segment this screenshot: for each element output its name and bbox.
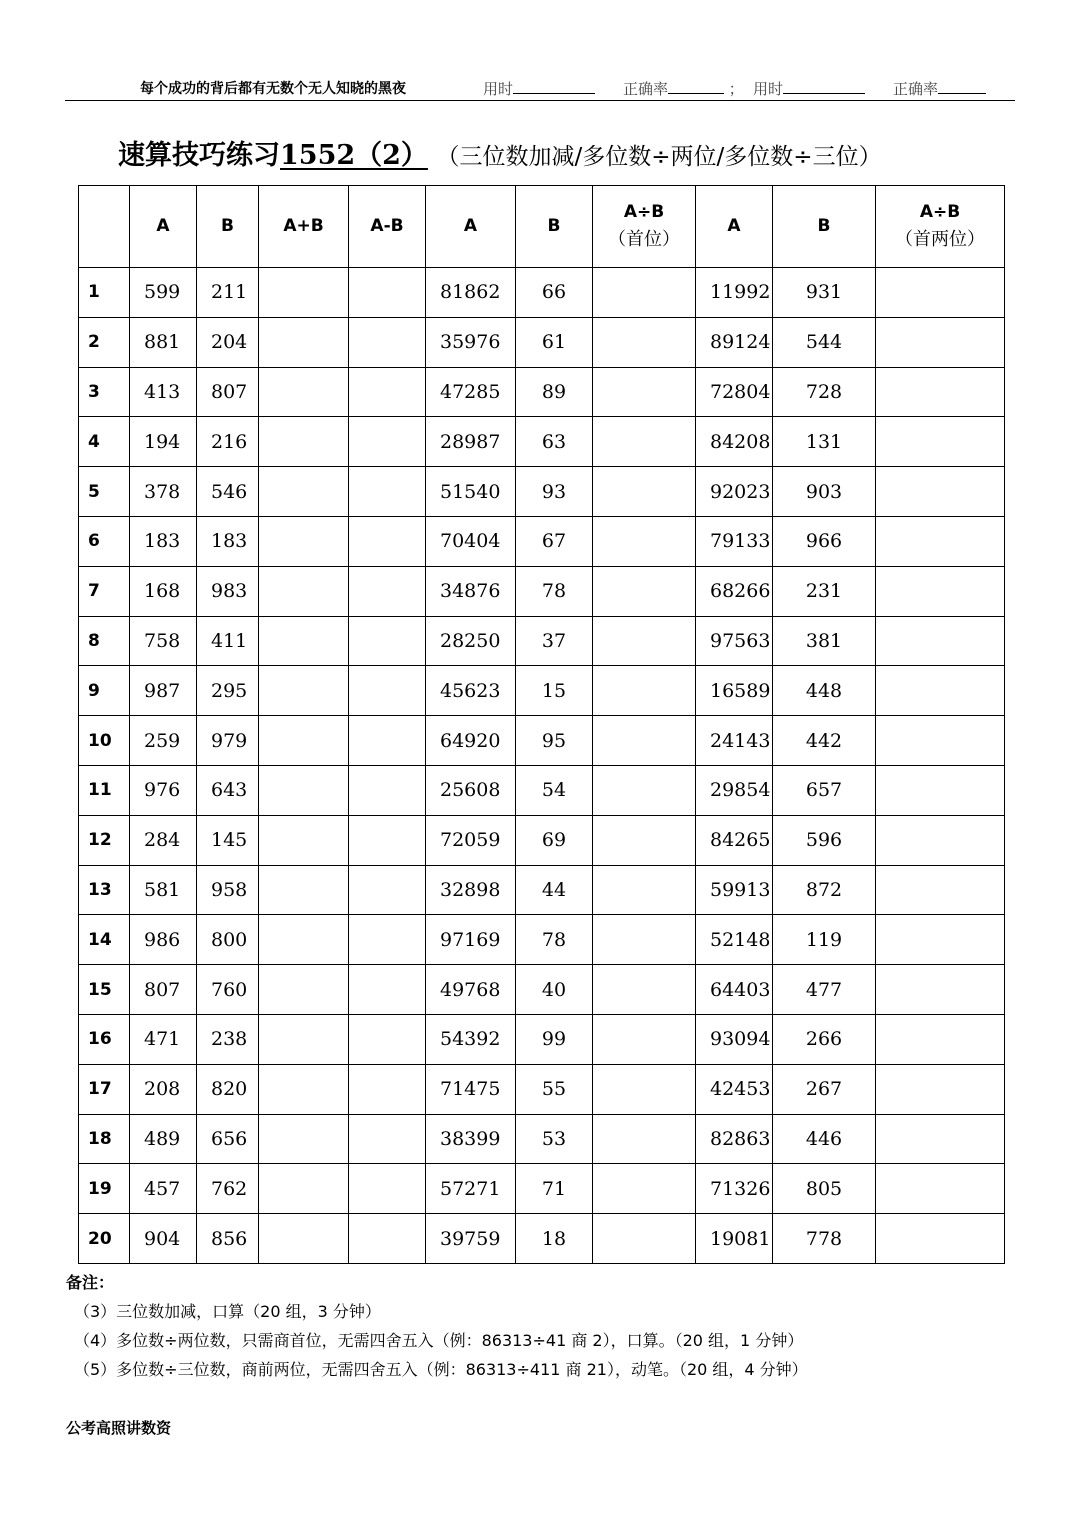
value-a: 59913	[696, 865, 773, 915]
header-sum: A+B	[259, 186, 349, 268]
header-quotient-label: A÷B	[623, 201, 665, 222]
value-b: 800	[197, 915, 259, 965]
value-b: 267	[773, 1064, 876, 1114]
answer-diff[interactable]	[349, 1064, 426, 1114]
row-number: 12	[79, 815, 130, 865]
value-a: 284	[130, 815, 197, 865]
value-a: 599	[130, 268, 197, 318]
value-b: 95	[516, 716, 593, 766]
answer-sum[interactable]	[259, 1114, 349, 1164]
note-item: （4）多位数÷两位数，只需商首位，无需四舍五入（例：86313÷41 商 2），口算。（20 组，1 分钟）	[74, 1331, 804, 1350]
value-a: 471	[130, 1014, 197, 1064]
answer-diff[interactable]	[349, 566, 426, 616]
value-b: 820	[197, 1064, 259, 1114]
answer-quotient[interactable]	[876, 1014, 1005, 1064]
time-field-1	[483, 78, 595, 99]
table-row	[79, 716, 1005, 766]
header-b: B	[773, 186, 876, 268]
table-row	[79, 516, 1005, 566]
header-diff: A-B	[349, 186, 426, 268]
value-b: 54	[516, 765, 593, 815]
time-blank[interactable]	[513, 79, 595, 94]
table-row	[79, 566, 1005, 616]
accuracy-field-2	[893, 78, 986, 99]
header-quotient-first-two	[876, 186, 1005, 268]
answer-sum[interactable]	[259, 1014, 349, 1064]
row-number: 8	[79, 616, 130, 666]
value-b: 411	[197, 616, 259, 666]
value-a: 489	[130, 1114, 197, 1164]
header-quotient-note: （首两位）	[895, 228, 985, 250]
value-a: 807	[130, 965, 197, 1015]
table-header-row	[79, 186, 1005, 268]
answer-quotient[interactable]	[876, 317, 1005, 367]
answer-diff[interactable]	[349, 915, 426, 965]
value-b: 67	[516, 516, 593, 566]
value-a: 183	[130, 516, 197, 566]
value-a: 259	[130, 716, 197, 766]
notes-section	[66, 1268, 808, 1384]
accuracy-blank[interactable]	[938, 79, 986, 94]
answer-quotient[interactable]	[876, 516, 1005, 566]
answer-quotient[interactable]	[876, 965, 1005, 1015]
answer-quotient[interactable]	[593, 467, 696, 517]
value-b: 856	[197, 1214, 259, 1264]
value-a: 28250	[426, 616, 516, 666]
answer-quotient[interactable]	[876, 367, 1005, 417]
answer-quotient[interactable]	[593, 268, 696, 318]
row-number: 6	[79, 516, 130, 566]
value-b: 71	[516, 1164, 593, 1214]
answer-sum[interactable]	[259, 666, 349, 716]
value-b: 66	[516, 268, 593, 318]
value-a: 11992	[696, 268, 773, 318]
value-a: 54392	[426, 1014, 516, 1064]
value-a: 24143	[696, 716, 773, 766]
value-b: 477	[773, 965, 876, 1015]
value-a: 47285	[426, 367, 516, 417]
title-main: 速算技巧练习	[118, 140, 280, 171]
value-b: 78	[516, 566, 593, 616]
value-b: 760	[197, 965, 259, 1015]
footer-text: 公考高照讲数资	[66, 1419, 172, 1437]
row-number: 3	[79, 367, 130, 417]
answer-diff[interactable]	[349, 616, 426, 666]
answer-quotient[interactable]	[876, 268, 1005, 318]
value-a: 45623	[426, 666, 516, 716]
value-b: 266	[773, 1014, 876, 1064]
answer-quotient[interactable]	[593, 566, 696, 616]
value-a: 97169	[426, 915, 516, 965]
value-b: 381	[773, 616, 876, 666]
answer-quotient[interactable]	[593, 1214, 696, 1264]
answer-quotient[interactable]	[593, 716, 696, 766]
answer-diff[interactable]	[349, 765, 426, 815]
time-blank[interactable]	[783, 79, 865, 94]
value-a: 38399	[426, 1114, 516, 1164]
value-b: 211	[197, 268, 259, 318]
value-a: 89124	[696, 317, 773, 367]
header-quotient-first	[593, 186, 696, 268]
value-a: 35976	[426, 317, 516, 367]
answer-sum[interactable]	[259, 716, 349, 766]
value-a: 208	[130, 1064, 197, 1114]
table-row	[79, 467, 1005, 517]
note-item: （5）多位数÷三位数，商前两位，无需四舍五入（例：86313÷411 商 21），动笔。（20 组，4 分钟）	[74, 1360, 808, 1379]
answer-quotient[interactable]	[593, 367, 696, 417]
value-a: 194	[130, 417, 197, 467]
value-b: 442	[773, 716, 876, 766]
table-row	[79, 417, 1005, 467]
value-a: 42453	[696, 1064, 773, 1114]
header-index	[79, 186, 130, 268]
value-a: 93094	[696, 1014, 773, 1064]
answer-sum[interactable]	[259, 317, 349, 367]
answer-diff[interactable]	[349, 516, 426, 566]
header-b: B	[197, 186, 259, 268]
row-number: 16	[79, 1014, 130, 1064]
answer-quotient[interactable]	[876, 1164, 1005, 1214]
answer-quotient[interactable]	[876, 765, 1005, 815]
value-a: 84208	[696, 417, 773, 467]
header-a: A	[130, 186, 197, 268]
value-a: 904	[130, 1214, 197, 1264]
header-a: A	[696, 186, 773, 268]
value-b: 37	[516, 616, 593, 666]
answer-quotient[interactable]	[876, 1214, 1005, 1264]
row-number: 4	[79, 417, 130, 467]
table-row	[79, 367, 1005, 417]
row-number: 11	[79, 765, 130, 815]
row-number: 19	[79, 1164, 130, 1214]
value-a: 71475	[426, 1064, 516, 1114]
answer-quotient[interactable]	[593, 317, 696, 367]
value-b: 778	[773, 1214, 876, 1264]
row-number: 10	[79, 716, 130, 766]
answer-quotient[interactable]	[593, 1164, 696, 1214]
motto-text: 每个成功的背后都有无数个无人知晓的黑夜	[140, 81, 406, 97]
answer-quotient[interactable]	[876, 566, 1005, 616]
value-a: 97563	[696, 616, 773, 666]
value-a: 72804	[696, 367, 773, 417]
answer-quotient[interactable]	[876, 716, 1005, 766]
value-b: 238	[197, 1014, 259, 1064]
table-row	[79, 1164, 1005, 1214]
answer-diff[interactable]	[349, 1114, 426, 1164]
value-a: 19081	[696, 1214, 773, 1264]
answer-quotient[interactable]	[876, 915, 1005, 965]
value-b: 119	[773, 915, 876, 965]
value-a: 71326	[696, 1164, 773, 1214]
value-b: 131	[773, 417, 876, 467]
answer-diff[interactable]	[349, 666, 426, 716]
value-a: 378	[130, 467, 197, 517]
answer-quotient[interactable]	[593, 1064, 696, 1114]
value-b: 903	[773, 467, 876, 517]
answer-quotient[interactable]	[593, 965, 696, 1015]
answer-quotient[interactable]	[876, 467, 1005, 517]
value-a: 79133	[696, 516, 773, 566]
value-a: 29854	[696, 765, 773, 815]
value-b: 183	[197, 516, 259, 566]
header-quotient-note: （首位）	[608, 228, 680, 250]
value-a: 81862	[426, 268, 516, 318]
time-label: 用时	[753, 80, 784, 98]
row-number: 9	[79, 666, 130, 716]
table-row	[79, 1064, 1005, 1114]
value-a: 881	[130, 317, 197, 367]
table-row	[79, 666, 1005, 716]
answer-quotient[interactable]	[593, 616, 696, 666]
value-a: 39759	[426, 1214, 516, 1264]
table-row	[79, 1214, 1005, 1264]
row-number: 15	[79, 965, 130, 1015]
answer-quotient[interactable]	[593, 516, 696, 566]
value-b: 448	[773, 666, 876, 716]
separator: ；	[728, 80, 744, 98]
page-header	[65, 76, 1015, 101]
value-b: 656	[197, 1114, 259, 1164]
value-b: 983	[197, 566, 259, 616]
accuracy-label: 正确率	[893, 80, 939, 98]
table-row	[79, 1114, 1005, 1164]
row-number: 5	[79, 467, 130, 517]
answer-quotient[interactable]	[876, 666, 1005, 716]
value-b: 231	[773, 566, 876, 616]
value-b: 69	[516, 815, 593, 865]
answer-diff[interactable]	[349, 1164, 426, 1214]
table-row	[79, 268, 1005, 318]
answer-sum[interactable]	[259, 566, 349, 616]
answer-quotient[interactable]	[876, 417, 1005, 467]
title-subtitle: （三位数加减/多位数÷两位/多位数÷三位）	[436, 144, 882, 170]
value-b: 44	[516, 865, 593, 915]
header-a: A	[426, 186, 516, 268]
answer-sum[interactable]	[259, 367, 349, 417]
value-a: 32898	[426, 865, 516, 915]
value-a: 16589	[696, 666, 773, 716]
value-a: 976	[130, 765, 197, 815]
answer-sum[interactable]	[259, 765, 349, 815]
value-b: 204	[197, 317, 259, 367]
answer-quotient[interactable]	[593, 915, 696, 965]
answer-quotient[interactable]	[876, 1114, 1005, 1164]
value-a: 64403	[696, 965, 773, 1015]
header-quotient-label: A÷B	[919, 201, 961, 222]
answer-sum[interactable]	[259, 865, 349, 915]
answer-diff[interactable]	[349, 965, 426, 1015]
answer-sum[interactable]	[259, 965, 349, 1015]
value-b: 805	[773, 1164, 876, 1214]
table-row	[79, 815, 1005, 865]
answer-sum[interactable]	[259, 467, 349, 517]
answer-quotient[interactable]	[876, 1064, 1005, 1114]
value-b: 295	[197, 666, 259, 716]
answer-diff[interactable]	[349, 1014, 426, 1064]
note-item: （3）三位数加减，口算（20 组，3 分钟）	[74, 1302, 381, 1321]
practice-table	[78, 185, 1005, 1264]
table-row	[79, 317, 1005, 367]
page-title	[118, 133, 882, 172]
value-a: 72059	[426, 815, 516, 865]
accuracy-label: 正确率	[623, 80, 669, 98]
value-a: 168	[130, 566, 197, 616]
value-b: 18	[516, 1214, 593, 1264]
row-number: 17	[79, 1064, 130, 1114]
value-b: 762	[197, 1164, 259, 1214]
value-b: 40	[516, 965, 593, 1015]
value-b: 99	[516, 1014, 593, 1064]
answer-quotient[interactable]	[876, 616, 1005, 666]
row-number: 14	[79, 915, 130, 965]
answer-quotient[interactable]	[876, 815, 1005, 865]
answer-sum[interactable]	[259, 1164, 349, 1214]
answer-diff[interactable]	[349, 317, 426, 367]
value-a: 84265	[696, 815, 773, 865]
value-b: 93	[516, 467, 593, 517]
row-number: 7	[79, 566, 130, 616]
value-b: 966	[773, 516, 876, 566]
value-a: 57271	[426, 1164, 516, 1214]
answer-quotient[interactable]	[593, 1114, 696, 1164]
answer-diff[interactable]	[349, 815, 426, 865]
value-b: 979	[197, 716, 259, 766]
value-b: 643	[197, 765, 259, 815]
value-a: 413	[130, 367, 197, 417]
answer-sum[interactable]	[259, 268, 349, 318]
value-a: 986	[130, 915, 197, 965]
value-a: 34876	[426, 566, 516, 616]
notes-heading: 备注：	[66, 1273, 115, 1292]
row-number: 13	[79, 865, 130, 915]
value-a: 51540	[426, 467, 516, 517]
value-b: 15	[516, 666, 593, 716]
table-row	[79, 616, 1005, 666]
answer-diff[interactable]	[349, 865, 426, 915]
value-b: 958	[197, 865, 259, 915]
value-b: 53	[516, 1114, 593, 1164]
answer-sum[interactable]	[259, 417, 349, 467]
value-b: 216	[197, 417, 259, 467]
value-b: 61	[516, 317, 593, 367]
title-number: 1552（2）	[280, 140, 428, 171]
value-a: 52148	[696, 915, 773, 965]
value-a: 92023	[696, 467, 773, 517]
value-b: 546	[197, 467, 259, 517]
value-b: 78	[516, 915, 593, 965]
answer-quotient[interactable]	[593, 666, 696, 716]
row-number: 1	[79, 268, 130, 318]
value-b: 728	[773, 367, 876, 417]
value-b: 446	[773, 1114, 876, 1164]
answer-quotient[interactable]	[593, 765, 696, 815]
table-row	[79, 965, 1005, 1015]
row-number: 2	[79, 317, 130, 367]
value-b: 657	[773, 765, 876, 815]
answer-sum[interactable]	[259, 616, 349, 666]
answer-sum[interactable]	[259, 815, 349, 865]
row-number: 18	[79, 1114, 130, 1164]
value-a: 457	[130, 1164, 197, 1214]
answer-sum[interactable]	[259, 915, 349, 965]
answer-diff[interactable]	[349, 467, 426, 517]
answer-diff[interactable]	[349, 417, 426, 467]
answer-quotient[interactable]	[593, 815, 696, 865]
value-a: 25608	[426, 765, 516, 815]
value-b: 55	[516, 1064, 593, 1114]
value-a: 82863	[696, 1114, 773, 1164]
time-field-2	[753, 78, 865, 99]
time-label: 用时	[483, 80, 514, 98]
answer-quotient[interactable]	[876, 865, 1005, 915]
table-row	[79, 765, 1005, 815]
value-a: 758	[130, 616, 197, 666]
answer-quotient[interactable]	[593, 1014, 696, 1064]
answer-quotient[interactable]	[593, 865, 696, 915]
value-a: 987	[130, 666, 197, 716]
value-b: 931	[773, 268, 876, 318]
value-b: 145	[197, 815, 259, 865]
value-a: 68266	[696, 566, 773, 616]
answer-quotient[interactable]	[593, 417, 696, 467]
value-a: 581	[130, 865, 197, 915]
answer-diff[interactable]	[349, 716, 426, 766]
answer-diff[interactable]	[349, 268, 426, 318]
value-b: 63	[516, 417, 593, 467]
answer-sum[interactable]	[259, 516, 349, 566]
value-b: 872	[773, 865, 876, 915]
accuracy-blank[interactable]	[668, 79, 724, 94]
answer-sum[interactable]	[259, 1064, 349, 1114]
value-a: 64920	[426, 716, 516, 766]
table-row	[79, 865, 1005, 915]
answer-sum[interactable]	[259, 1214, 349, 1264]
value-b: 807	[197, 367, 259, 417]
value-a: 70404	[426, 516, 516, 566]
value-b: 596	[773, 815, 876, 865]
row-number: 20	[79, 1214, 130, 1264]
value-b: 89	[516, 367, 593, 417]
value-b: 544	[773, 317, 876, 367]
accuracy-field-1	[623, 78, 744, 99]
table-row	[79, 1014, 1005, 1064]
value-a: 28987	[426, 417, 516, 467]
answer-diff[interactable]	[349, 1214, 426, 1264]
answer-diff[interactable]	[349, 367, 426, 417]
table-row	[79, 915, 1005, 965]
value-a: 49768	[426, 965, 516, 1015]
header-b: B	[516, 186, 593, 268]
